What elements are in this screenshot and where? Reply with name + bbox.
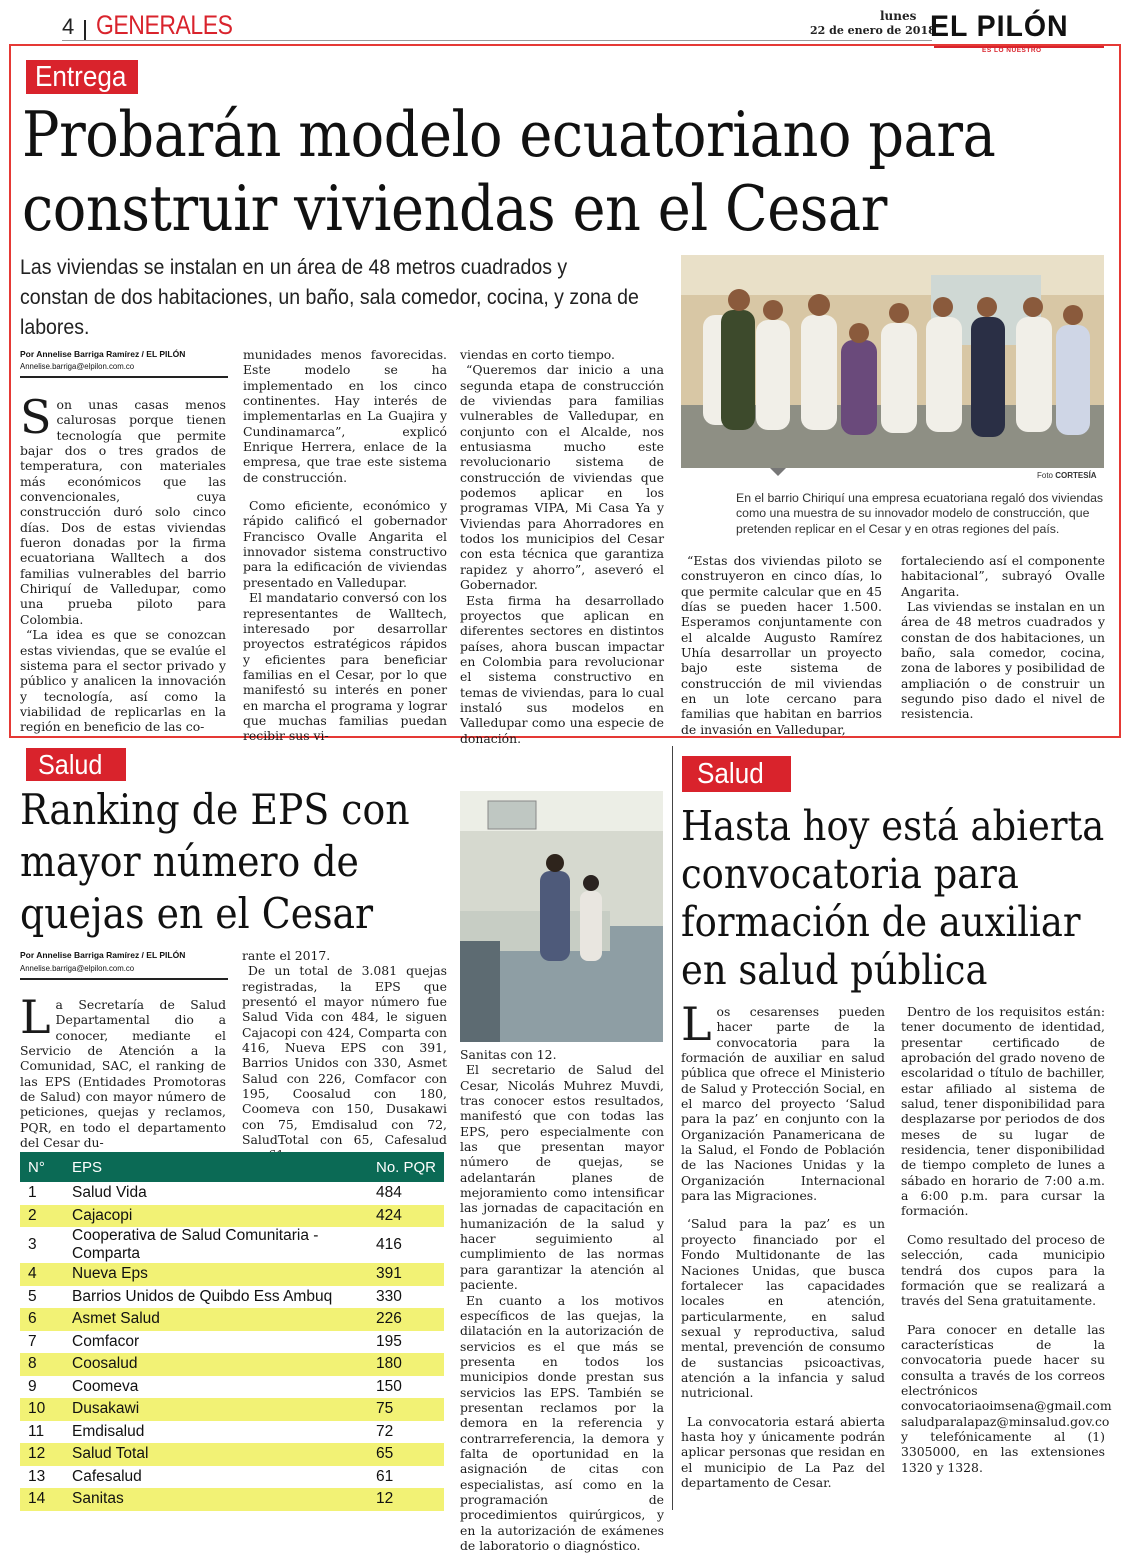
- article1-column-3: [460, 347, 664, 746]
- article1-column-5: [901, 553, 1105, 722]
- group-photo-illustration: [681, 255, 1104, 468]
- rank-cell: 10: [20, 1398, 64, 1421]
- eps-ranking-table-wrapper: [20, 1152, 444, 1511]
- dropcap: L: [681, 1006, 712, 1042]
- pqr-cell: 226: [368, 1308, 444, 1331]
- table-row: [20, 1443, 444, 1466]
- eps-cell: Emdisalud: [64, 1421, 368, 1444]
- paragraph: Las viviendas se instalan en un área de 48 metros cuadrados y constan de dos habitaciones, un baño, sala comedor, cocina, zona de labores y posibilidad de ampliación o de construir un segundo piso dado el nivel de resistencia.: [901, 599, 1105, 722]
- article2-column-2: [242, 948, 447, 1163]
- article1-column-4: [681, 553, 882, 737]
- article2-byline: Por Annelise Barriga Ramírez / EL PILÓN: [20, 950, 185, 960]
- paragraph: Dentro de los requisitos están: tener documento de identidad, presentar certificado de aprobación del grado noveno de escolaridad o título de bachiller, estar afiliado al sistema de salud, tener disponibilidad para desplazarse por periodos de dos meses de su lugar de residencia, tener disponibilidad de tiempo completo de lunes a sábado en horario de 7:00 a.m. a 6:00 p.m. para cursar la formación.: [901, 1004, 1105, 1219]
- paragraph: munidades menos favorecidas. Este modelo se ha implementado en los cinco continentes. Hay interés de implementarlas en La Guajira y Cundinamarca”, explicó Enrique Herrera, enlace de la empresa, que trae este sistema de construcción.: [243, 347, 447, 485]
- rank-cell: 11: [20, 1421, 64, 1444]
- paragraph: El mandatario conversó con los representantes de Walltech, interesado por desarrollar proyectos estratégicos rápidos y eficientes para beneficiar familias en el Cesar, por lo que manifestó su interés en poner en marcha el programa y lograr que muchas familias puedan recibir sus vi-: [243, 590, 447, 743]
- paragraph: os cesarenses pueden hacer parte de la convocatoria para la formación de auxiliar en salud pública que ofrece el Ministerio de Salud y Protección Social, en el marco del proyecto ‘Salud para la paz’ en conjunto con la Organización Panamericana de la Salud, el Fondo de Población de las Naciones Unidas y la Organización Internacional para las Migraciones.: [681, 1004, 885, 1203]
- article2-headline-line2: mayor número de: [20, 838, 359, 886]
- table-header-row: [20, 1152, 444, 1182]
- column-divider: [672, 746, 673, 1510]
- article1-byline: Por Annelise Barriga Ramírez / EL PILÓN: [20, 349, 185, 359]
- paragraph: Sanitas con 12.: [460, 1047, 664, 1062]
- article3-headline-line2: convocatoria para: [681, 849, 1019, 899]
- eps-ranking-table: [20, 1152, 444, 1511]
- article2-kicker: [26, 748, 126, 781]
- paragraph: Como resultado del proceso de selección, cada municipio tendrá dos cupos para la formación que se realizará a través del Sena gratuitamente.: [901, 1232, 1105, 1309]
- rank-cell: 2: [20, 1205, 64, 1228]
- dropcap: S: [20, 399, 52, 435]
- article1-column-1: [20, 397, 226, 735]
- article2-email: Annelise.barriga@elpilon.com.co: [20, 964, 134, 973]
- table-row: [20, 1205, 444, 1228]
- rank-cell: 12: [20, 1443, 64, 1466]
- article3-headline-line4: en salud pública: [681, 945, 987, 995]
- rank-cell: 9: [20, 1376, 64, 1399]
- paragraph: fortaleciendo así el componente habitacional”, subrayó Ovalle Angarita.: [901, 553, 1105, 599]
- article3-kicker: [682, 756, 791, 792]
- paragraph: Esta firma ha desarrollado proyectos que aplican en diferentes sectores en distintos países, ahora buscan impactar en Colombia para revolucionar el sistema constructivo en temas de viviendas, para lo cual instaló sus modelos en Valledupar como una especie de donación.: [460, 593, 664, 746]
- eps-cell: Dusakawi: [64, 1398, 368, 1421]
- photo-credit: [1037, 471, 1097, 480]
- article1-email: Annelise.barriga@elpilon.com.co: [20, 362, 134, 371]
- article3-column-1: [681, 1004, 885, 1490]
- photo-credit-label: Foto: [1037, 471, 1053, 480]
- pqr-cell: 484: [368, 1182, 444, 1205]
- rank-cell: 3: [20, 1227, 64, 1263]
- paragraph: Como eficiente, económico y rápido calificó el gobernador Francisco Ovalle Angarita el innovador sistema constructivo para la edificación de viviendas presentado en Valledupar.: [243, 498, 447, 590]
- rank-cell: 13: [20, 1466, 64, 1489]
- article2-headline-line1: Ranking de EPS con: [20, 786, 410, 834]
- paragraph: Para conocer en detalle las características de la convocatoria puede hacer su consulta a través de los correos electrónicos convocatoriaoimsena@gmail.com saludparalapaz@minsalud.gov.co y telefónicamente al (1) 3305000, en las extensiones 1320 y 1328.: [901, 1322, 1105, 1475]
- pqr-cell: 65: [368, 1443, 444, 1466]
- table-row: [20, 1227, 444, 1263]
- pqr-cell: 424: [368, 1205, 444, 1228]
- pqr-cell: 61: [368, 1466, 444, 1489]
- table-row: [20, 1466, 444, 1489]
- article1-photo: [681, 255, 1104, 468]
- article2-headline-line3: quejas en el Cesar: [20, 890, 373, 938]
- paragraph: “Estas dos viviendas piloto se construyeron en cinco días, lo que permite calcular que en 45 días se pueden hacer 1.500. Esperamos conjuntamente con el alcalde Augusto Ramírez Uhía desarrollar un proyecto bajo este sistema de construcción de mil viviendas en un lote cercano para familias que habitan en barrios de invasión en Valledupar,: [681, 553, 882, 737]
- paragraph: viendas en corto tiempo.: [460, 347, 664, 362]
- masthead-rule: [62, 40, 932, 41]
- article3-headline-line3: formación de auxiliar: [681, 897, 1080, 947]
- eps-cell: Cafesalud: [64, 1466, 368, 1489]
- dropcap: L: [20, 999, 51, 1035]
- table-row: [20, 1421, 444, 1444]
- column-header: EPS: [64, 1152, 368, 1182]
- paragraph: “Queremos dar inicio a una segunda etapa de construcción de viviendas para familias vulnerables de Valledupar, en conjunto con el Alcalde, nos entusiasma mucho este revolucionario sistema de construcción de viviendas que podemos aplicar en los programas VIPA, Mi Casa Ya y Viviendas para Ahorradores en todos los municipios del Cesar con esta técnica que garantiza rapidez y ahorro”, aseveró el Gobernador.: [460, 362, 664, 592]
- article1-headline-line1: Probarán modelo ecuatoriano para: [22, 99, 995, 171]
- eps-cell: Barrios Unidos de Quibdo Ess Ambuq: [64, 1286, 368, 1309]
- rank-cell: 7: [20, 1331, 64, 1354]
- eps-cell: Coosalud: [64, 1353, 368, 1376]
- page-number: 4: [62, 14, 74, 40]
- photo-marker: [770, 468, 786, 476]
- eps-cell: Comfacor: [64, 1331, 368, 1354]
- paragraph: De un total de 3.081 quejas registradas, la EPS que presentó el mayor número fue Salud Vida con 484, le siguen Cajacopi con 424, Comparta con 416, Nueva EPS con 391, Barrios Unidos con 330, Asmet Salud con 226, Comfacor con 195, Coosalud con 180, Coomeva con 150, Dusakawi con 75, Emdisalud con 72, SaludTotal con 65, Cafesalud: [242, 963, 447, 1162]
- photo-credit-name: CORTESÍA: [1055, 471, 1096, 480]
- eps-cell: Salud Total: [64, 1443, 368, 1466]
- article2-photo: [460, 791, 663, 1042]
- table-row: [20, 1182, 444, 1205]
- article1-lead-line3: labores.: [20, 316, 89, 340]
- pqr-cell: 12: [368, 1488, 444, 1511]
- column-header: N°: [20, 1152, 64, 1182]
- table-row: [20, 1488, 444, 1511]
- pqr-cell: 195: [368, 1331, 444, 1354]
- rank-cell: 14: [20, 1488, 64, 1511]
- table-row: [20, 1331, 444, 1354]
- paragraph: ‘Salud para la paz’ es un proyecto financiado por el Fondo Multidonante de las Naciones Unidas, que busca fortalecer las capacidades locales en atención, particularmente, en salud sexual y reproductiva, salud mental, prevención de consumo de sustancias psicoactivas, atención a la infancia y salud nutricional.: [681, 1216, 885, 1400]
- article3-column-2: [901, 1004, 1105, 1475]
- table-row: [20, 1376, 444, 1399]
- eps-cell: Asmet Salud: [64, 1308, 368, 1331]
- paragraph: a Secretaría de Salud Departamental dio a conocer, mediante el Servicio de Atención a la Comunidad, SAC, el ranking de las EPS (Entidades Promotoras de Salud) con mayor número de peticiones, quejas y reclamos, PQR, en todo el departamento del Cesar du-: [20, 997, 226, 1150]
- table-row: [20, 1353, 444, 1376]
- pqr-cell: 416: [368, 1227, 444, 1263]
- pqr-cell: 180: [368, 1353, 444, 1376]
- article1-kicker-text: Entrega: [35, 61, 126, 94]
- logo-tagline: ES LO NUESTRO: [982, 47, 1042, 54]
- table-row: [20, 1286, 444, 1309]
- paragraph: La convocatoria estará abierta hasta hoy y únicamente podrán aplicar personas que residan en el municipio de La Paz del departamento de Cesar.: [681, 1414, 885, 1491]
- table-row: [20, 1398, 444, 1421]
- eps-cell: Cooperativa de Salud Comunitaria - Comparta: [64, 1227, 368, 1263]
- paragraph: on unas casas menos calurosas porque tienen tecnología que permite bajar dos o tres grados de temperatura, con materiales más económicos que las convencionales, cuya construcción duró solo cinco días. Dos de estas viviendas fueron donadas por la firma ecuatoriana Walltech a dos familias vulnerables del barrio Chiriquí de Valledupar, como una prueba piloto para Colombia.: [20, 397, 226, 627]
- table-row: [20, 1308, 444, 1331]
- eps-cell: Nueva Eps: [64, 1263, 368, 1286]
- article1-lead-line2: constan de dos habitaciones, un baño, sala comedor, cocina, y zona de: [20, 286, 639, 310]
- pqr-cell: 330: [368, 1286, 444, 1309]
- rank-cell: 8: [20, 1353, 64, 1376]
- rank-cell: 6: [20, 1308, 64, 1331]
- paragraph: El secretario de Salud del Cesar, Nicolás Muhrez Muvdi, tras conocer estos resultados, manifestó que con todas las EPS, pero especialmente con las que presentan mayor número de quejas, se adelantarán planes de mejoramiento como intensificar las jornadas de capacitación en humanización de la salud y hacer seguimiento al cumplimiento de las normas para garantizar la atención al paciente.: [460, 1062, 664, 1292]
- logo: EL PILÓN: [930, 10, 1069, 44]
- paragraph: rante el 2017.: [242, 948, 447, 963]
- paragraph: “La idea es que se conozcan estas viviendas, que se evalúe el sistema para el sector privado y público y analicen la innovación y tecnología, así como la viabilidad de replicarlas en la región en beneficio de las co-: [20, 627, 226, 734]
- byline-rule: [20, 978, 228, 980]
- pqr-cell: 150: [368, 1376, 444, 1399]
- article1-kicker: [26, 60, 138, 94]
- issue-day: lunes: [880, 9, 916, 23]
- article3-headline-line1: Hasta hoy está abierta: [681, 801, 1104, 851]
- eps-cell: Salud Vida: [64, 1182, 368, 1205]
- paragraph: En cuanto a los motivos específicos de las quejas, la dilatación en la autorización de servicios es el que más se presenta en todos los municipios donde prestan sus servicios las EPS. También se presentan reclamos por la demora en la referencia y contrarreferencia, la demora y falta de oportunidad en la asignación de citas con especialistas, así como en la programación de procedimientos quirúrgicos, y en la autorización de exámenes de laboratorio o diagnóstico.: [460, 1293, 664, 1553]
- rank-cell: 4: [20, 1263, 64, 1286]
- article2-kicker-text: Salud: [38, 749, 102, 781]
- article3-kicker-text: Salud: [697, 758, 764, 791]
- pqr-cell: 72: [368, 1421, 444, 1444]
- article2-column-3: [460, 1047, 664, 1553]
- photo-caption: En el barrio Chiriquí una empresa ecuatoriana regaló dos viviendas como una muestra de su innovador modelo de construcción, que pretenden replicar en el Cesar y en otras regiones del país.: [736, 491, 1104, 537]
- clinic-photo-illustration: [460, 791, 663, 1042]
- pqr-cell: 391: [368, 1263, 444, 1286]
- section-label: GENERALES: [96, 10, 232, 41]
- byline-rule: [20, 376, 228, 378]
- article1-column-2: [243, 347, 447, 744]
- masthead-divider: [84, 20, 86, 40]
- eps-cell: Cajacopi: [64, 1205, 368, 1228]
- pqr-cell: 75: [368, 1398, 444, 1421]
- rank-cell: 5: [20, 1286, 64, 1309]
- column-header: No. PQR: [368, 1152, 444, 1182]
- table-row: [20, 1263, 444, 1286]
- article1-headline-line2: construir viviendas en el Cesar: [22, 173, 887, 245]
- article2-column-1: [20, 997, 226, 1150]
- table-body: [20, 1182, 444, 1511]
- rank-cell: 1: [20, 1182, 64, 1205]
- eps-cell: Coomeva: [64, 1376, 368, 1399]
- article1-lead-line1: Las viviendas se instalan en un área de 48 metros cuadrados y: [20, 256, 567, 280]
- eps-cell: Sanitas: [64, 1488, 368, 1511]
- issue-date: 22 de enero de 2018: [810, 24, 936, 37]
